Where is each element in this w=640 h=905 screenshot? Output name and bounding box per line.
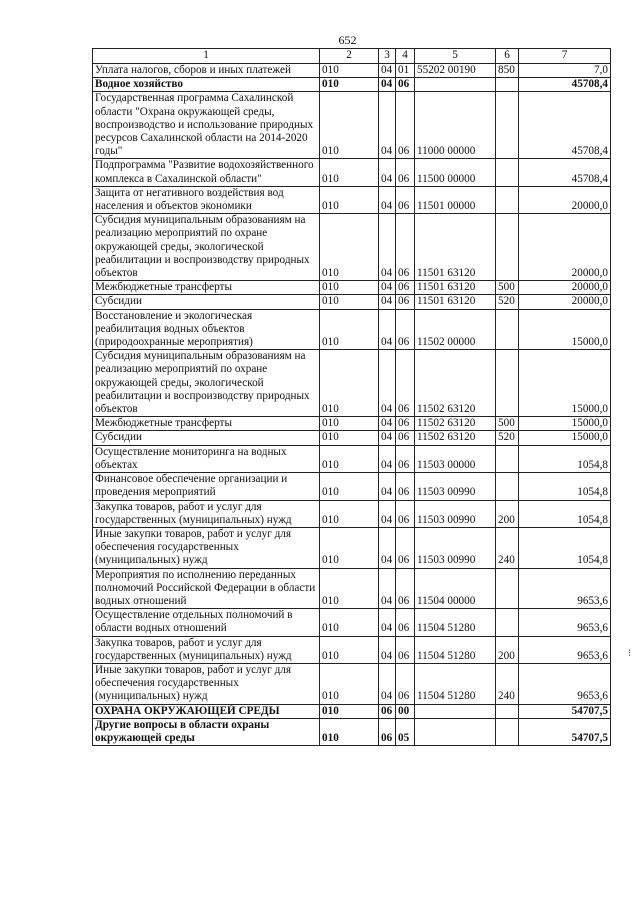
row-name-cell: Субсидии [93,295,320,309]
amount-cell: 20000,0 [519,281,611,295]
admin-code-cell: 010 [320,186,379,213]
table-row [93,568,611,609]
table-row [93,704,611,718]
subsection-cell: 06 [396,431,415,445]
expense-type-cell: 240 [496,663,519,704]
expense-type-cell [496,609,519,636]
expense-type-cell [496,186,519,213]
subsection-cell: 06 [396,500,415,527]
subsection-cell: 06 [396,445,415,472]
subsection-cell: 06 [396,214,415,281]
row-name-cell: Межбюджетные трансферты [93,281,320,295]
amount-cell: 54707,5 [519,718,611,745]
admin-code-cell: 010 [320,718,379,745]
subsection-cell: 06 [396,281,415,295]
admin-code-cell: 010 [320,663,379,704]
expense-type-cell [496,309,519,350]
column-header: 3 [379,49,396,64]
table-row [93,527,611,568]
amount-cell: 1054,8 [519,527,611,568]
amount-cell: 1054,8 [519,500,611,527]
section-cell: 04 [379,295,396,309]
amount-cell: 15000,0 [519,417,611,431]
amount-cell: 1054,8 [519,473,611,500]
amount-cell: 15000,0 [519,431,611,445]
admin-code-cell: 010 [320,609,379,636]
row-name-cell: Другие вопросы в области охраны окружающей среды [93,718,320,745]
target-article-cell: 11501 63120 [415,281,496,295]
row-name-cell: Государственная программа Сахалинской области "Охрана окружающей среды, воспроизводство и использование природных ресурсов Сахалинской области на 2014-2020 годы" [93,92,320,159]
row-name-cell: Финансовое обеспечение организации и проведения мероприятий [93,473,320,500]
target-article-cell [415,718,496,745]
expense-type-cell [496,350,519,417]
subsection-cell: 06 [396,92,415,159]
section-cell: 04 [379,568,396,609]
expense-type-cell: 240 [496,527,519,568]
section-cell: 04 [379,663,396,704]
row-name-cell: Иные закупки товаров, работ и услуг для обеспечения государственных (муниципальных) нужд [93,663,320,704]
admin-code-cell: 010 [320,527,379,568]
amount-cell: 1054,8 [519,445,611,472]
section-cell: 04 [379,186,396,213]
section-cell: 04 [379,609,396,636]
admin-code-cell: 010 [320,309,379,350]
admin-code-cell: 010 [320,445,379,472]
admin-code-cell: 010 [320,295,379,309]
expense-type-cell: 520 [496,295,519,309]
table-row [93,500,611,527]
amount-cell: 9653,6 [519,663,611,704]
row-name-cell: Осуществление отдельных полномочий в области водных отношений [93,609,320,636]
target-article-cell: 11500 00000 [415,159,496,186]
expense-type-cell [496,445,519,472]
table-row [93,186,611,213]
expense-type-cell [496,704,519,718]
expense-type-cell: 500 [496,281,519,295]
table-row [93,295,611,309]
target-article-cell: 11501 00000 [415,186,496,213]
target-article-cell: 11503 00990 [415,473,496,500]
table-header-row [93,49,611,64]
admin-code-cell: 010 [320,78,379,92]
section-cell: 04 [379,214,396,281]
table-row [93,64,611,78]
amount-cell: 20000,0 [519,214,611,281]
table-row [93,445,611,472]
section-cell: 04 [379,473,396,500]
column-header: 2 [320,49,379,64]
subsection-cell: 06 [396,159,415,186]
admin-code-cell: 010 [320,636,379,663]
table-row [93,281,611,295]
margin-mark: ⁝ [628,648,632,659]
amount-cell: 9653,6 [519,636,611,663]
section-cell: 04 [379,636,396,663]
admin-code-cell: 010 [320,704,379,718]
row-name-cell: Закупка товаров, работ и услуг для государственных (муниципальных) нужд [93,500,320,527]
table-row [93,350,611,417]
table-row [93,214,611,281]
table-row [93,473,611,500]
admin-code-cell: 010 [320,417,379,431]
subsection-cell: 06 [396,473,415,500]
target-article-cell: 11501 63120 [415,214,496,281]
row-name-cell: Субсидия муниципальным образованиям на реализацию мероприятий по охране окружающей среды, экологической реабилитации и воспроизводству природных объектов [93,214,320,281]
subsection-cell: 06 [396,78,415,92]
expense-type-cell [496,214,519,281]
row-name-cell: Закупка товаров, работ и услуг для государственных (муниципальных) нужд [93,636,320,663]
table-row [93,663,611,704]
target-article-cell: 11502 63120 [415,431,496,445]
expense-type-cell: 200 [496,636,519,663]
column-header: 7 [519,49,611,64]
expense-type-cell [496,92,519,159]
column-header: 1 [93,49,320,64]
row-name-cell: Защита от негативного воздействия вод населения и объектов экономики [93,186,320,213]
subsection-cell: 06 [396,527,415,568]
subsection-cell: 05 [396,718,415,745]
table-row [93,718,611,745]
expense-type-cell: 520 [496,431,519,445]
admin-code-cell: 010 [320,64,379,78]
amount-cell: 15000,0 [519,350,611,417]
admin-code-cell: 010 [320,214,379,281]
section-cell: 04 [379,159,396,186]
admin-code-cell: 010 [320,159,379,186]
amount-cell: 15000,0 [519,309,611,350]
admin-code-cell: 010 [320,431,379,445]
section-cell: 04 [379,500,396,527]
row-name-cell: ОХРАНА ОКРУЖАЮЩЕЙ СРЕДЫ [93,704,320,718]
amount-cell: 45708,4 [519,78,611,92]
target-article-cell: 11501 63120 [415,295,496,309]
amount-cell: 9653,6 [519,568,611,609]
subsection-cell: 01 [396,64,415,78]
amount-cell: 7,0 [519,64,611,78]
expense-type-cell [496,159,519,186]
amount-cell: 54707,5 [519,704,611,718]
section-cell: 04 [379,92,396,159]
section-cell: 04 [379,417,396,431]
admin-code-cell: 010 [320,92,379,159]
column-header: 6 [496,49,519,64]
section-cell: 04 [379,64,396,78]
amount-cell: 20000,0 [519,295,611,309]
target-article-cell: 11502 00000 [415,309,496,350]
row-name-cell: Водное хозяйство [93,78,320,92]
admin-code-cell: 010 [320,568,379,609]
section-cell: 04 [379,431,396,445]
row-name-cell: Мероприятия по исполнению переданных полномочий Российской Федерации в области водных отношений [93,568,320,609]
expense-type-cell [496,718,519,745]
row-name-cell: Субсидия муниципальным образованиям на реализацию мероприятий по охране окружающей среды, экологической реабилитации и воспроизводству природных объектов [93,350,320,417]
column-header: 4 [396,49,415,64]
section-cell: 06 [379,718,396,745]
target-article-cell: 11503 00000 [415,445,496,472]
target-article-cell: 55202 00190 [415,64,496,78]
expense-type-cell: 850 [496,64,519,78]
column-header: 5 [415,49,496,64]
subsection-cell: 06 [396,309,415,350]
section-cell: 04 [379,527,396,568]
target-article-cell: 11000 00000 [415,92,496,159]
row-name-cell: Осуществление мониторинга на водных объектах [93,445,320,472]
amount-cell: 45708,4 [519,159,611,186]
table-row [93,609,611,636]
admin-code-cell: 010 [320,473,379,500]
table-row [93,417,611,431]
table-row [93,431,611,445]
target-article-cell [415,78,496,92]
table-row [93,309,611,350]
expense-type-cell [496,473,519,500]
admin-code-cell: 010 [320,281,379,295]
amount-cell: 9653,6 [519,609,611,636]
subsection-cell: 06 [396,186,415,213]
table-row [93,92,611,159]
budget-table [92,48,611,746]
amount-cell: 45708,4 [519,92,611,159]
section-cell: 04 [379,445,396,472]
row-name-cell: Подпрограмма "Развитие водохозяйственного комплекса в Сахалинской области" [93,159,320,186]
subsection-cell: 06 [396,350,415,417]
admin-code-cell: 010 [320,500,379,527]
subsection-cell: 06 [396,295,415,309]
table-row [93,159,611,186]
row-name-cell: Межбюджетные трансферты [93,417,320,431]
subsection-cell: 06 [396,636,415,663]
section-cell: 04 [379,78,396,92]
target-article-cell: 11502 63120 [415,417,496,431]
table-row [93,78,611,92]
target-article-cell: 11504 00000 [415,568,496,609]
row-name-cell: Субсидии [93,431,320,445]
amount-cell: 20000,0 [519,186,611,213]
page-number: 652 [338,33,357,47]
subsection-cell: 06 [396,568,415,609]
target-article-cell: 11502 63120 [415,350,496,417]
section-cell: 04 [379,350,396,417]
expense-type-cell [496,568,519,609]
expense-type-cell: 200 [496,500,519,527]
admin-code-cell: 010 [320,350,379,417]
target-article-cell [415,704,496,718]
target-article-cell: 11504 51280 [415,636,496,663]
row-name-cell: Восстановление и экологическая реабилитация водных объектов (природоохранные мероприятия) [93,309,320,350]
subsection-cell: 00 [396,704,415,718]
target-article-cell: 11504 51280 [415,609,496,636]
row-name-cell: Иные закупки товаров, работ и услуг для обеспечения государственных (муниципальных) нужд [93,527,320,568]
section-cell: 06 [379,704,396,718]
section-cell: 04 [379,309,396,350]
expense-type-cell: 500 [496,417,519,431]
row-name-cell: Уплата налогов, сборов и иных платежей [93,64,320,78]
table-body [93,64,611,746]
target-article-cell: 11504 51280 [415,663,496,704]
expense-type-cell [496,78,519,92]
target-article-cell: 11503 00990 [415,500,496,527]
table-row [93,636,611,663]
subsection-cell: 06 [396,609,415,636]
target-article-cell: 11503 00990 [415,527,496,568]
subsection-cell: 06 [396,417,415,431]
section-cell: 04 [379,281,396,295]
subsection-cell: 06 [396,663,415,704]
